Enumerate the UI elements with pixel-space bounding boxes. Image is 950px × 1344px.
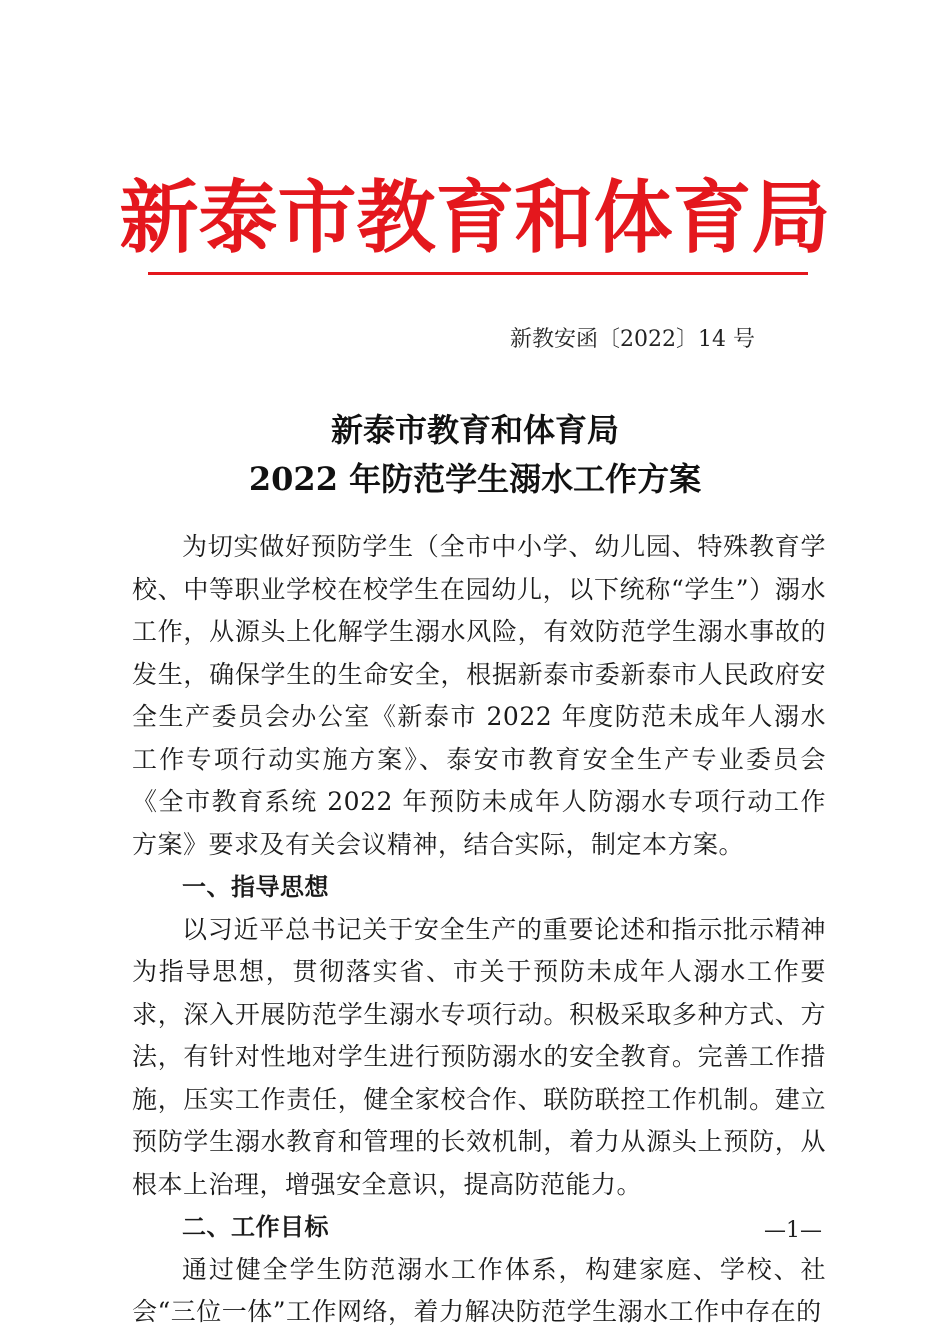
section-paragraph-work-goals: 通过健全学生防范溺水工作体系，构建家庭、学校、社会“三位一体”工作网络，着力解决防范学生溺水工作中存在的: [132, 1254, 826, 1326]
intro-paragraph: 为切实做好预防学生（全市中小学、幼儿园、特殊教育学校、中等职业学校在校学生在园幼儿，以下统称“学生”）溺水工作，从源头上化解学生溺水风险，有效防范学生溺水事故的发生，确保学生的生命安全，根据新泰市委新泰市人民政府安全生产委员会办公室《新泰市 2022 年度防范未成年人溺水工作专项行动实施方案》、泰安市教育安全生产专业委员会《全市教育系统 2022 年预防未成年人防溺水专项行动工作方案》要求及有关会议精神，结合实际，制定本方案。: [132, 532, 826, 859]
letterhead-red-rule: [148, 272, 808, 275]
page-number: —1—: [764, 1218, 822, 1243]
section-paragraph-guiding-ideology: 以习近平总书记关于安全生产的重要论述和指示批示精神为指导思想，贯彻落实省、市关于预防未成年人溺水工作要求，深入开展防范学生溺水专项行动。积极采取多种方式、方法，有针对性地对学生进行预防溺水的安全教育。完善工作措施，压实工作责任，健全家校合作、联防联控工作机制。建立预防学生溺水教育和管理的长效机制，着力从源头上预防，从根本上治理，增强安全意识，提高防范能力。: [132, 914, 826, 1199]
document-title-line-1: 新泰市教育和体育局: [330, 411, 619, 449]
document-number: 新教安函〔2022〕14 号: [510, 327, 755, 352]
document-title-line-2: 2022 年防范学生溺水工作方案: [248, 460, 702, 498]
letterhead-title: 新泰市教育和体育局: [119, 171, 831, 264]
section-heading-work-goals: 二、工作目标: [182, 1213, 329, 1241]
document-body: [132, 526, 826, 1334]
section-heading-guiding-ideology: 一、指导思想: [182, 873, 329, 901]
